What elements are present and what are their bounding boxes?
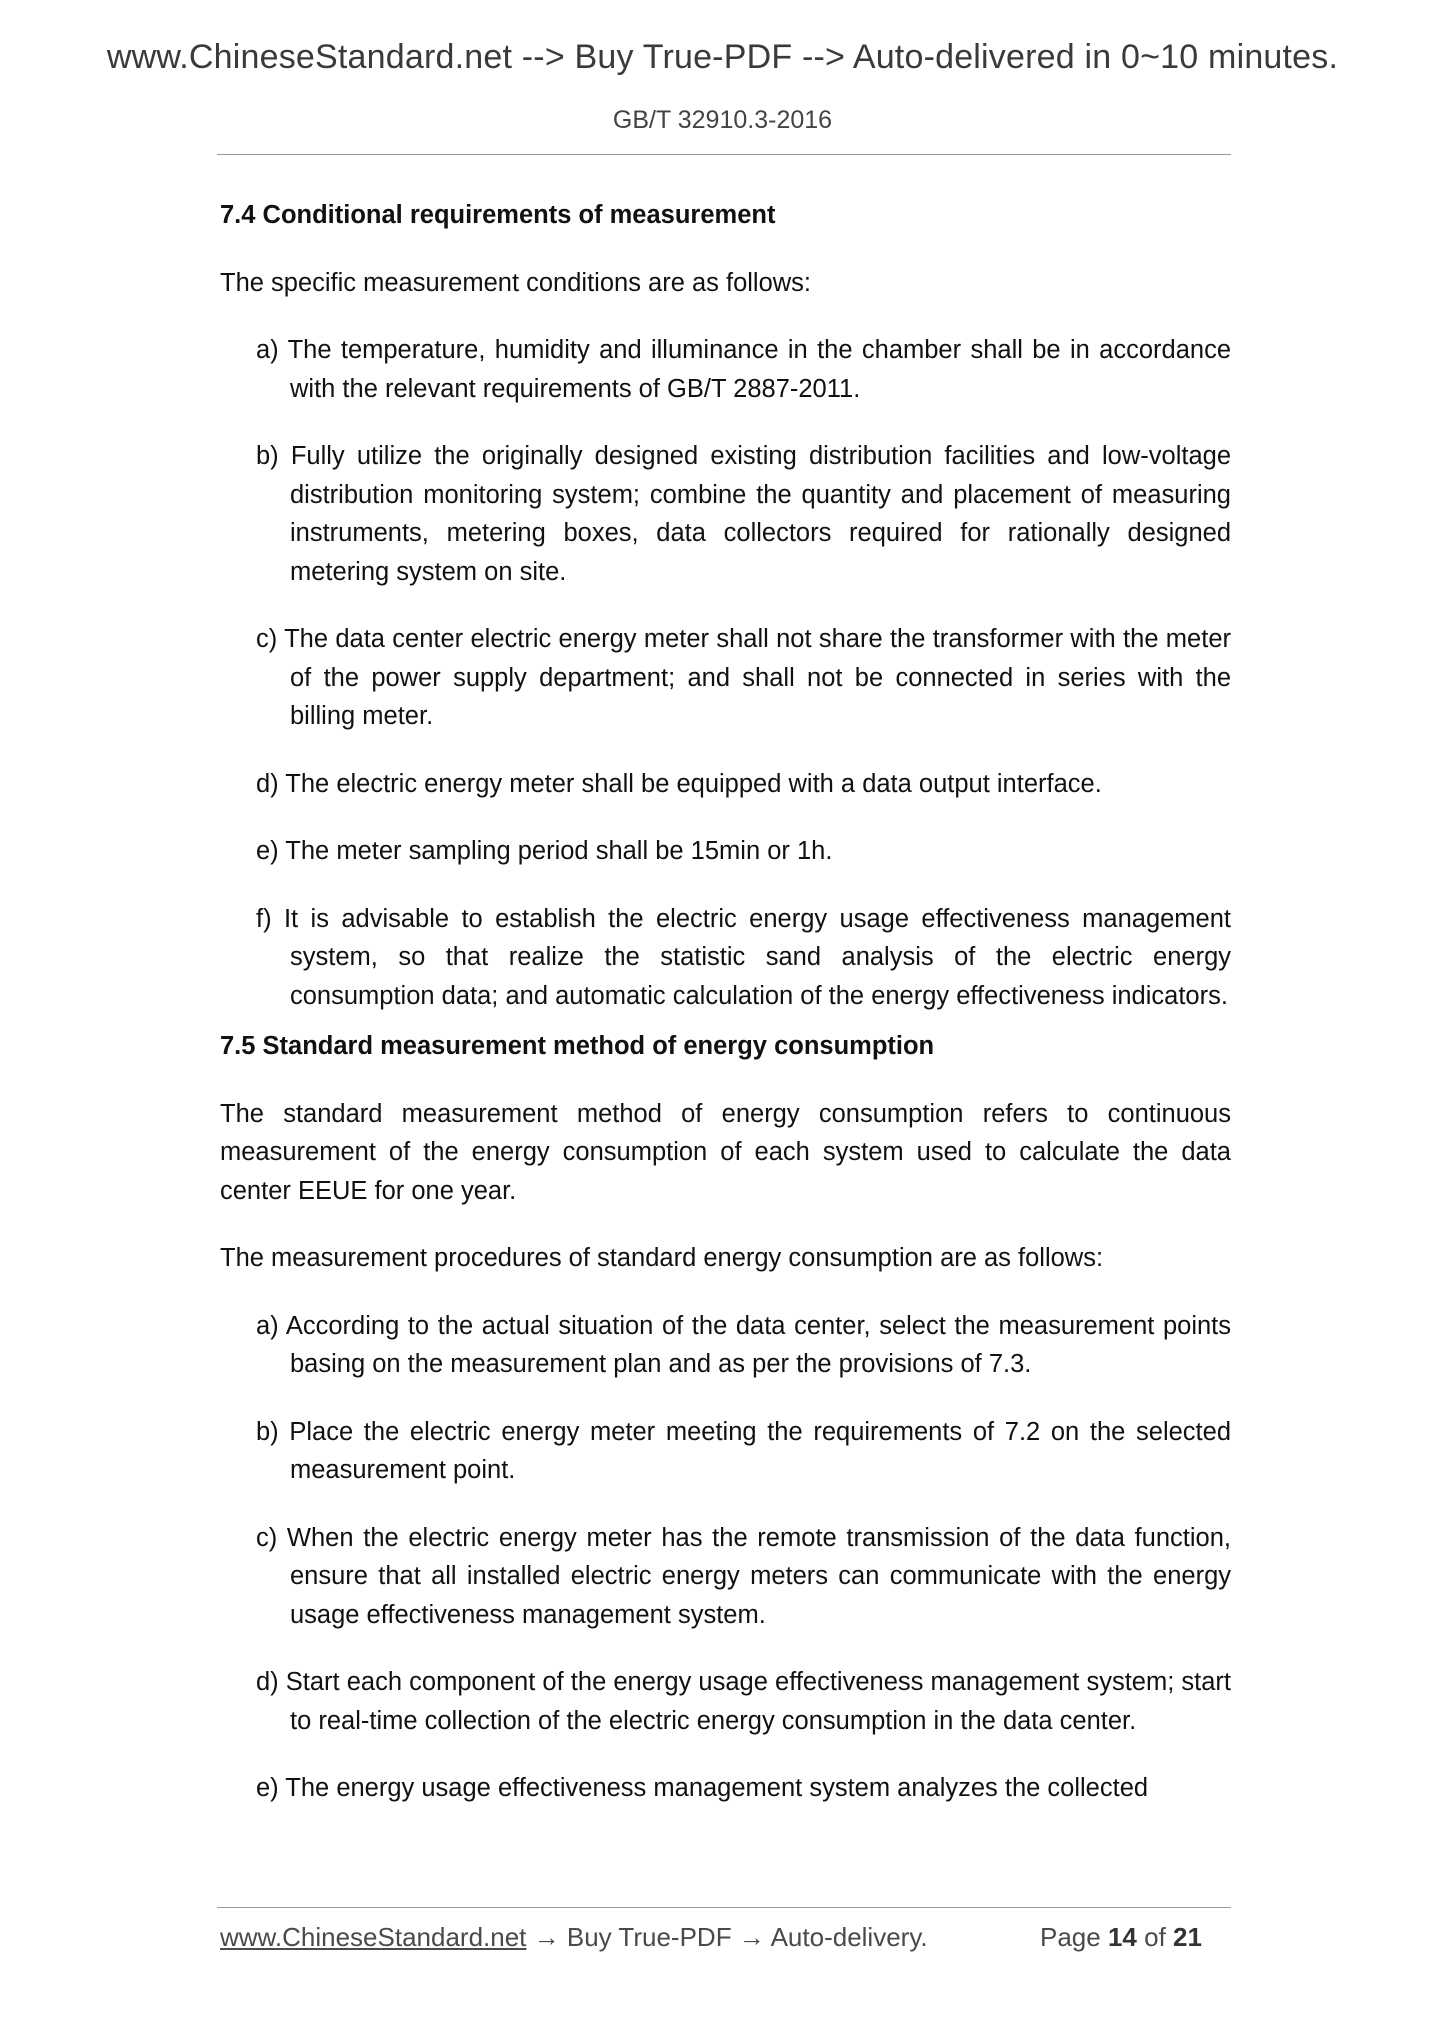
section-7-4-heading: 7.4 Conditional requirements of measurement xyxy=(220,201,776,229)
list-item: e) The meter sampling period shall be 15min or 1h. xyxy=(256,837,833,865)
page-number: 14 xyxy=(1107,1922,1137,1952)
document-body xyxy=(220,196,1231,1808)
section-7-4-list xyxy=(220,331,1231,1015)
standard-code: GB/T 32910.3-2016 xyxy=(612,106,833,134)
list-item: c) When the electric energy meter has the remote transmission of the data function, ensure that all installed electric energy meters can communicate with the energy usage effectiveness management system. xyxy=(256,1523,1231,1629)
list-item: b) Fully utilize the originally designed existing distribution facilities and low-voltage distribution monitoring system; combine the quantity and placement of measuring instruments, metering boxes, data collectors required for rationally designed metering system on site. xyxy=(256,442,1231,586)
of-label: of xyxy=(1144,1922,1166,1952)
section-7-5-para-2: The measurement procedures of standard energy consumption are as follows: xyxy=(220,1244,1104,1272)
list-item: a) The temperature, humidity and illuminance in the chamber shall be in accordance with the relevant requirements of GB/T 2887-2011. xyxy=(256,336,1231,403)
footer-promo xyxy=(220,1922,928,1953)
footer-delivery-text: → Buy True-PDF → Auto-delivery. xyxy=(533,1922,928,1952)
header-divider xyxy=(217,154,1231,155)
page-label: Page xyxy=(1040,1922,1101,1952)
list-item: a) According to the actual situation of the data center, select the measurement points basing on the measurement plan and as per the provisions of 7.3. xyxy=(256,1311,1231,1378)
list-item: c) The data center electric energy meter shall not share the transformer with the meter of the power supply department; and shall not be connected in series with the billing meter. xyxy=(256,625,1231,730)
site-banner: www.ChineseStandard.net --> Buy True-PDF --> Auto-delivered in 0~10 minutes. xyxy=(106,38,1339,76)
section-7-5-para-1: The standard measurement method of energy consumption refers to continuous measurement of the energy consumption of each system used to calculate the data center EEUE for one year. xyxy=(220,1099,1231,1205)
list-item: b) Place the electric energy meter meeting the requirements of 7.2 on the selected measurement point. xyxy=(256,1417,1231,1484)
page-indicator xyxy=(1040,1922,1202,1953)
total-pages: 21 xyxy=(1173,1922,1202,1952)
list-item: f) It is advisable to establish the electric energy usage effectiveness management system, so that realize the statistic sand analysis of the electric energy consumption data; and automatic calculation of the energy effectiveness indicators. xyxy=(256,904,1231,1010)
list-item: d) Start each component of the energy usage effectiveness management system; start to real-time collection of the electric energy consumption in the data center. xyxy=(256,1668,1231,1735)
footer-divider xyxy=(217,1907,1231,1908)
section-7-5-list xyxy=(220,1307,1231,1808)
footer-site-link[interactable]: www.ChineseStandard.net xyxy=(220,1922,527,1952)
section-7-5-heading: 7.5 Standard measurement method of energy consumption xyxy=(220,1032,935,1060)
list-item: e) The energy usage effectiveness management system analyzes the collected xyxy=(256,1774,1149,1802)
list-item: d) The electric energy meter shall be equipped with a data output interface. xyxy=(256,769,1102,798)
section-7-4-intro: The specific measurement conditions are as follows: xyxy=(220,268,812,297)
